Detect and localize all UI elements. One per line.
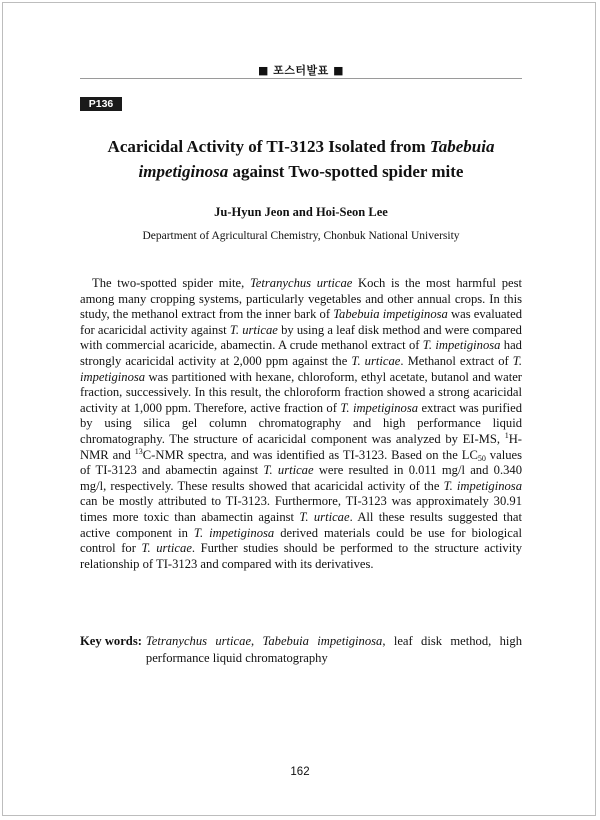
authors: Ju-Hyun Jeon and Hoi-Seon Lee bbox=[214, 205, 388, 219]
abstract bbox=[80, 276, 522, 572]
subscript: 50 bbox=[477, 453, 486, 463]
page-number: 162 bbox=[290, 766, 310, 778]
superscript: 13 bbox=[134, 446, 143, 456]
abstract-text: . All these results suggested that active component in bbox=[80, 509, 522, 540]
abstract-text: had strongly acaricidal activity at 2,000 ppm against the bbox=[80, 338, 522, 368]
abstract-text: values of TI-3123 and abamectin against bbox=[80, 447, 522, 478]
species-name: T. urticae bbox=[141, 541, 192, 556]
abstract-text: The two-spotted spider mite, bbox=[92, 276, 250, 290]
species-name: T. impetiginosa bbox=[193, 525, 275, 540]
species-name: Tabebuia impetiginosa bbox=[333, 307, 448, 322]
abstract-text: . Methanol extract of bbox=[400, 353, 513, 368]
keyword-species: Tetranychus urticae bbox=[145, 634, 252, 648]
abstract-text: were resulted in 0.011 mg/l and 0.340 mg/l, respectively. These results showed that acaricidal activity of the bbox=[80, 463, 522, 493]
title-species-genus: Tabebuia bbox=[429, 137, 495, 156]
title-text-end: against Two-spotted spider mite bbox=[228, 162, 464, 181]
abstract-text: Koch is the most harmful pest among many cropping systems, particularly vegetables and other annual crops. In this study, the methanol extract from the inner bark of bbox=[80, 276, 522, 322]
species-name: Tetranychus urticae bbox=[249, 276, 353, 290]
species-name: T. impetiginosa bbox=[443, 478, 522, 493]
species-name: T. urticae bbox=[263, 463, 314, 478]
title-species-epithet: impetiginosa bbox=[138, 162, 229, 181]
keywords-label: Key words: bbox=[80, 634, 142, 648]
abstract-text: . Further studies should be performed to the structure activity relationship of TI-3123 and compared with its derivatives. bbox=[80, 541, 523, 571]
species-name: T. urticae bbox=[299, 509, 350, 524]
species-name: T. impetiginosa bbox=[340, 400, 419, 415]
abstract-text: was partitioned with hexane, chloroform, ethyl acetate, butanol and water fraction, successively. In this result, the chloroform fraction showed a strong acaricidal activity at 1,000 ppm. Therefore, active fraction of bbox=[80, 369, 522, 415]
poster-code-badge: P136 bbox=[80, 97, 122, 111]
abstract-text: C-NMR spectra, and was identified as TI-3123. Based on the LC bbox=[142, 447, 478, 462]
keyword-rest: , leaf disk method, high performance liquid chromatography bbox=[145, 634, 522, 665]
affiliation: Department of Agricultural Chemistry, Chonbuk National University bbox=[142, 230, 460, 242]
header-divider bbox=[80, 78, 522, 79]
species-name: T. urticae bbox=[351, 353, 401, 368]
species-name: T. urticae bbox=[229, 322, 278, 337]
abstract-text: by using a leaf disk method and were compared with commercial acaricide, abamectin. A crude methanol extract of bbox=[80, 322, 522, 353]
paper-title bbox=[80, 134, 522, 184]
keywords-list bbox=[146, 633, 522, 667]
abstract-text: can be mostly attributed to TI-3123. Furthermore, TI-3123 was approximately 30.91 times more toxic than abamectin against bbox=[80, 494, 522, 524]
keywords bbox=[80, 633, 522, 667]
keyword-separator: , bbox=[251, 634, 263, 648]
abstract-text: was evaluated for acaricidal activity against bbox=[80, 307, 522, 337]
title-text: Acaricidal Activity of TI-3123 Isolated from bbox=[107, 137, 430, 156]
keyword-species: Tabebuia impetiginosa bbox=[262, 634, 383, 648]
species-name: T. impetiginosa bbox=[422, 338, 501, 353]
abstract-text: H-NMR and bbox=[80, 431, 522, 462]
species-name: T. impetiginosa bbox=[80, 353, 523, 384]
abstract-text: extract was purified by using silica gel column chromatography and high performance liquid chromatography. The structure of acaricidal component was analyzed by EI-MS, bbox=[80, 400, 522, 446]
abstract-text: derived materials could be use for biological control for bbox=[80, 525, 522, 556]
superscript: 1 bbox=[504, 430, 509, 440]
section-header: ■ 포스터발표 ■ bbox=[257, 64, 345, 77]
